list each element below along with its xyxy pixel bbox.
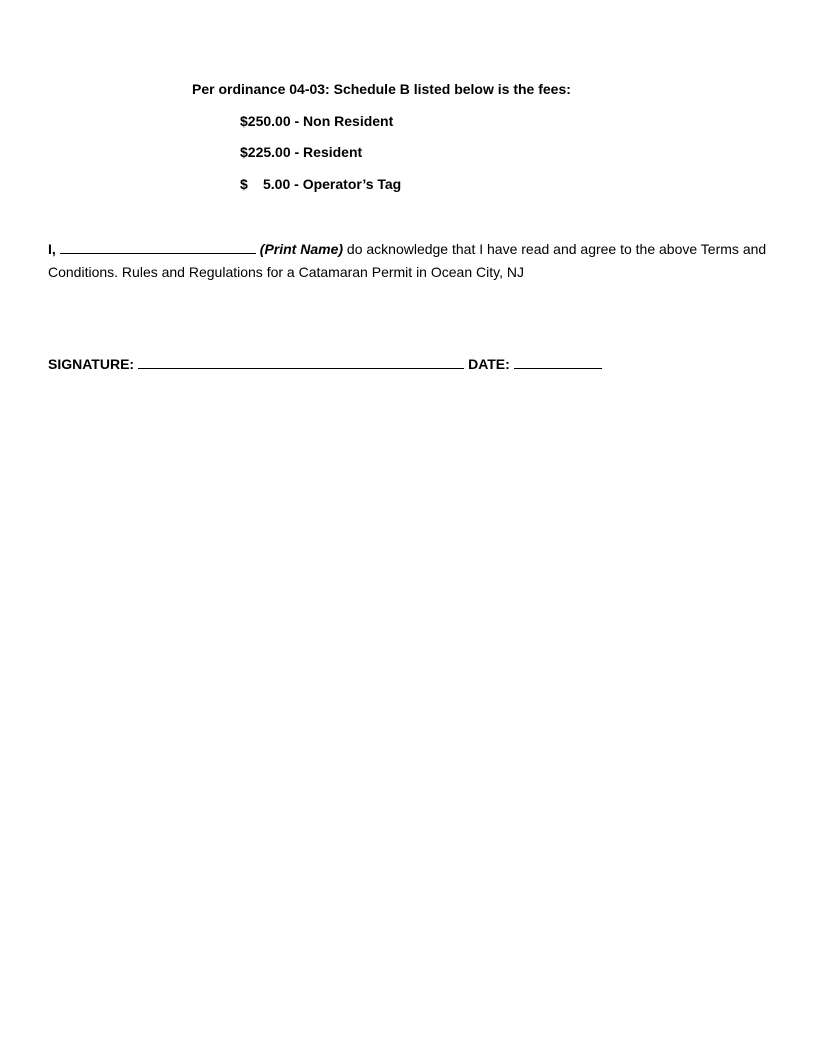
date-label: DATE: <box>468 356 510 372</box>
acknowledgement-paragraph <box>48 238 778 284</box>
fee-resident: $225.00 - Resident <box>240 144 363 160</box>
date-blank[interactable] <box>514 356 602 369</box>
fee-non-resident: $250.00 - Non Resident <box>240 113 394 129</box>
signature-row <box>48 356 602 372</box>
ack-prefix: I, <box>48 241 56 257</box>
print-name-label: (Print Name) <box>259 241 344 257</box>
fee-operators-tag <box>240 176 401 192</box>
signature-label: SIGNATURE: <box>48 356 135 372</box>
ack-text-line2: and Conditions. Rules and Regulations for a Catamaran Permit in Ocean City, NJ <box>48 241 767 280</box>
fee-schedule-title: Per ordinance 04-03: Schedule B listed below is the fees: <box>192 81 571 97</box>
print-name-blank[interactable] <box>60 241 256 254</box>
ack-text-line1: do acknowledge that I have read and agree to the above Terms <box>346 241 739 257</box>
fee-currency-symbol: $ <box>240 176 248 192</box>
fee-operators-tag-text: 5.00 - Operator’s Tag <box>263 176 402 192</box>
signature-blank[interactable] <box>138 356 464 369</box>
